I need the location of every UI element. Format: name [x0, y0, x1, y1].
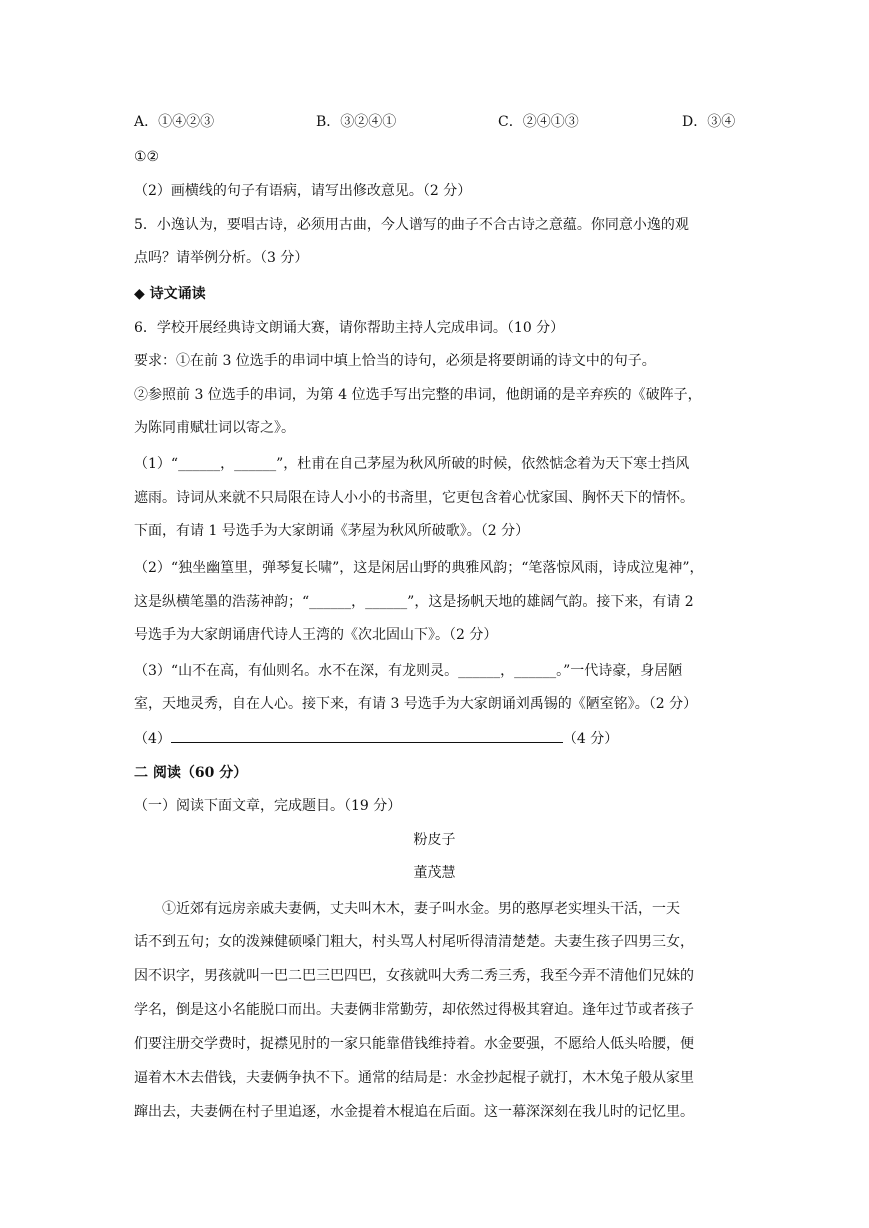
- question-5-line2: 点吗？请举例分析。（3 分）: [134, 250, 309, 266]
- question-6-part1-line1: （1）“______，______”，杜甫在自己茅屋为秋风所破的时候，依然惦念着为天下寒士挡风: [134, 456, 690, 472]
- question-6-title: 6．学校开展经典诗文朗诵大赛，请你帮助主持人完成串词。（10 分）: [134, 320, 565, 336]
- article-line: ①近郊有远房亲戚夫妻俩，丈夫叫木木，妻子叫水金。男的憨厚老实埋头干活，一天: [162, 901, 680, 917]
- question-6-part3-line1: （3）“山不在高，有仙则名。水不在深，有龙则灵。______，______。”一代诗豪，身居陋: [134, 663, 683, 679]
- question-6-part2-line3: 号选手为大家朗诵唐代诗人王湾的《次北固山下》。（2 分）: [134, 627, 498, 643]
- question-6-requirement-2b: 为陈同甫赋壮词以寄之》。: [134, 420, 295, 436]
- article-line: 因不识字，男孩就叫一巴二巴三巴四巴，女孩就叫大秀二秀三秀，我至今弄不清他们兄妹的: [134, 968, 694, 984]
- question-6-part3-line2: 室，天地灵秀，自在人心。接下来，有请 3 号选手为大家朗诵刘禹锡的《陋室铭》。（2 分）: [134, 696, 698, 712]
- section-heading-reading: 二 阅读（60 分）: [134, 765, 248, 781]
- option-a: A．①④②③: [134, 114, 215, 130]
- question-5-line1: 5．小逸认为，要唱古诗，必须用古曲，今人谱写的曲子不合古诗之意蕴。你同意小逸的观: [134, 217, 689, 233]
- reading-part-1-intro: （一）阅读下面文章，完成题目。（19 分）: [134, 798, 402, 814]
- question-6-requirement-1: 要求：①在前 3 位选手的串词中填上恰当的诗句，必须是将要朗诵的诗文中的句子。: [134, 353, 656, 369]
- question-6-part4: [134, 728, 618, 749]
- option-d: D．③④: [682, 114, 736, 130]
- question-4-2: （2）画横线的句子有语病，请写出修改意见。（2 分）: [134, 183, 472, 199]
- question-6-part4-label: （4）: [134, 731, 171, 747]
- article-title: 粉皮子: [413, 832, 456, 848]
- question-6-part2-line2: 这是纵横笔墨的浩荡神韵；“______，______”，这是扬帆天地的雄阔气韵。接下来，有请 2: [134, 594, 694, 610]
- question-6-part1-line2: 遮雨。诗词从来就不只局限在诗人小小的书斋里，它更包含着心忧家国、胸怀天下的情怀。: [134, 490, 694, 506]
- article-line: 逼着木木去借钱，夫妻俩争执不下。通常的结局是：水金抄起棍子就打，木木兔子般从家里: [134, 1070, 694, 1086]
- article-line: 学名，倒是这小名能脱口而出。夫妻俩非常勤劳，却依然过得极其窘迫。逢年过节或者孩子: [134, 1002, 694, 1018]
- question-6-part2-line1: （2）“独坐幽篁里，弹琴复长啸”，这是闲居山野的典雅风韵；“笔落惊风雨，诗成泣鬼神”，: [134, 560, 704, 576]
- article-line: 们要注册交学费时，捉襟见肘的一家只能靠借钱维持着。水金要强，不愿给人低头哈腰，便: [134, 1036, 694, 1052]
- article-line: 蹿出去，夫妻俩在村子里追逐，水金提着木棍追在后面。这一幕深深刻在我儿时的记忆里。: [134, 1104, 694, 1120]
- question-6-requirement-2a: ②参照前 3 位选手的串词，为第 4 位选手写出完整的串词，他朗诵的是辛弃疾的《破阵子，: [134, 387, 702, 403]
- section-heading-poetry: ◆ 诗文诵读: [134, 286, 206, 302]
- article-line: 话不到五句；女的泼辣健硕嗓门粗大，村头骂人村尾听得清清楚楚。夫妻生孩子四男三女，: [134, 934, 694, 950]
- question-6-part4-score: （4 分）: [562, 731, 619, 747]
- answer-blank-line[interactable]: [171, 728, 563, 743]
- option-c: C．②④①③: [498, 114, 579, 130]
- article-author: 董茂慧: [413, 865, 456, 881]
- option-d-continued: ①②: [134, 149, 160, 165]
- question-6-part1-line3: 下面，有请 1 号选手为大家朗诵《茅屋为秋风所破歌》。（2 分）: [134, 523, 530, 539]
- option-b: B．③②④①: [316, 114, 397, 130]
